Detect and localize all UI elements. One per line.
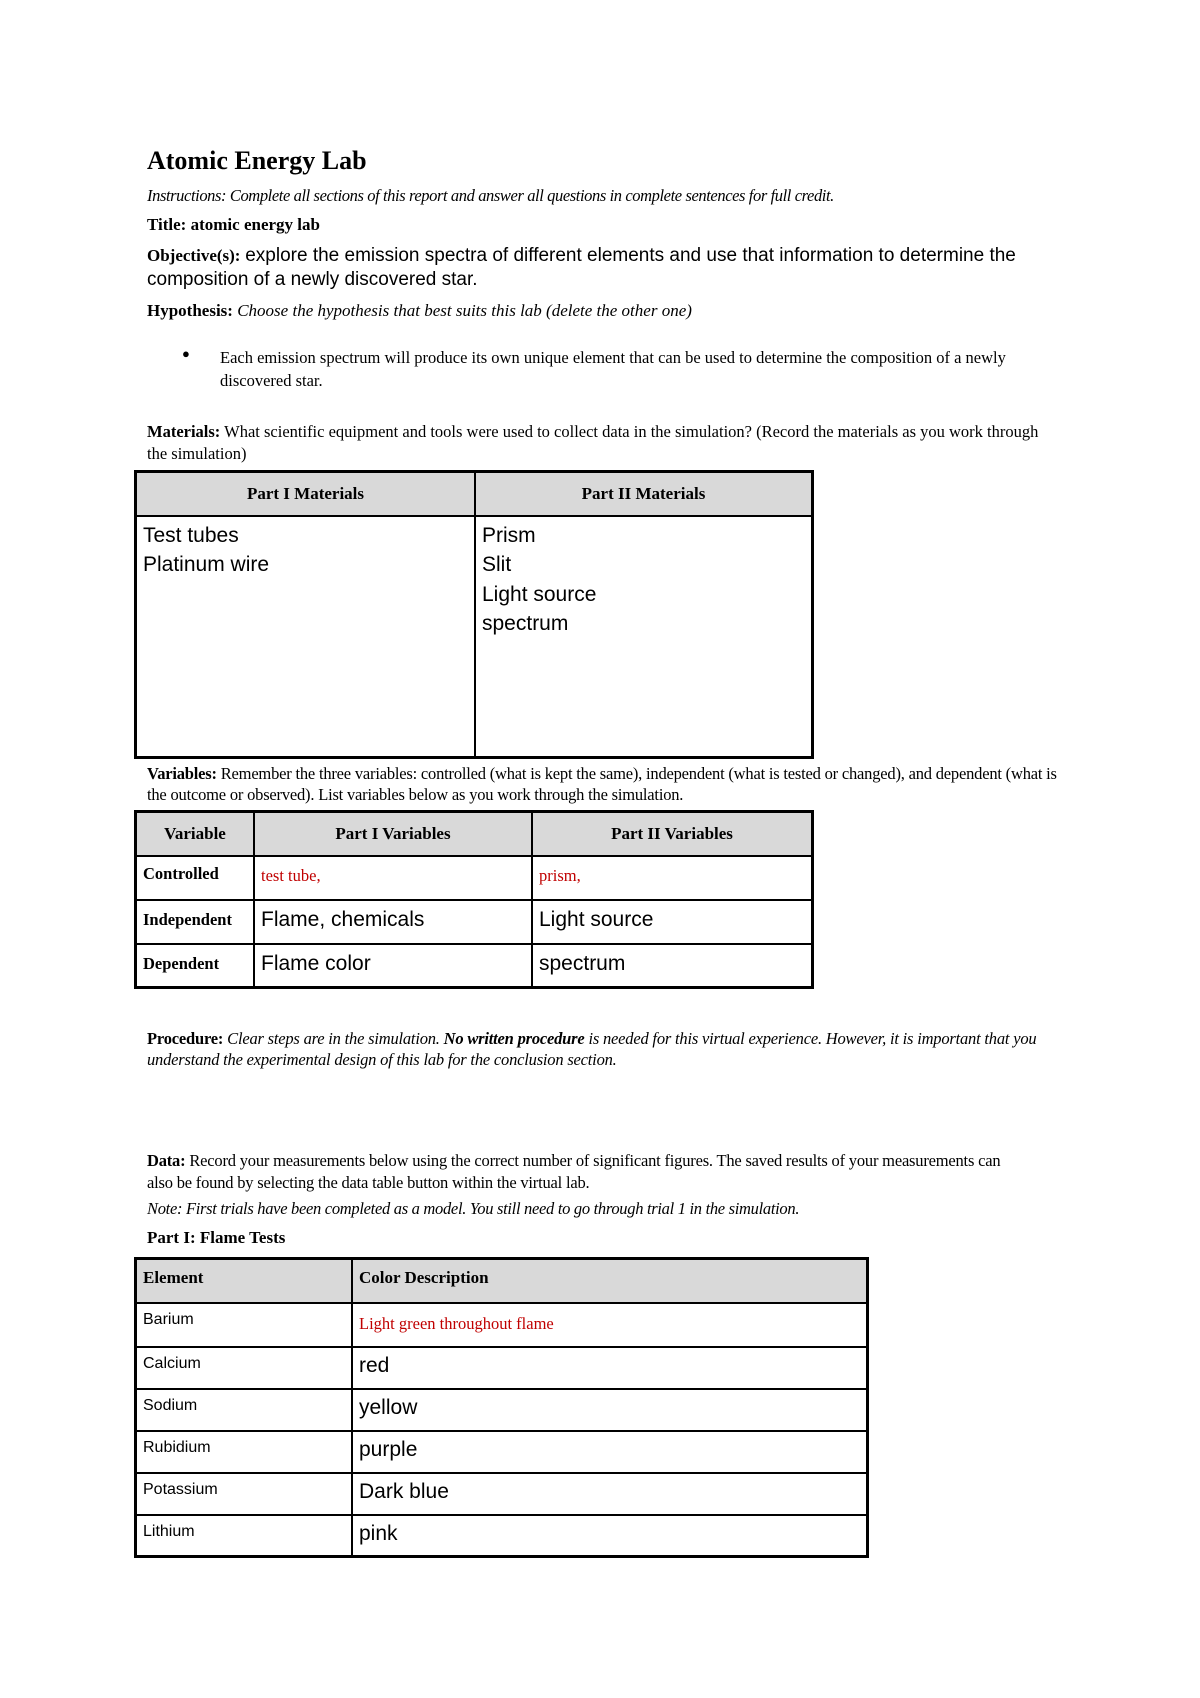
flame-color: purple	[352, 1431, 868, 1473]
procedure-bold: No written procedure	[443, 1029, 585, 1048]
variables-header-part1: Part I Variables	[254, 812, 532, 856]
data-text: Record your measurements below using the correct number of significant figures. The saved results of your measurements can also be found by selecting the data table button within the virtual lab.	[147, 1151, 1001, 1192]
procedure-text2: is needed for this virtual experience. However, it is important that you understand the experimental design of this lab for the conclusion section.	[147, 1029, 1037, 1069]
lab-title-value: atomic energy lab	[190, 215, 320, 234]
variables-header-variable: Variable	[136, 812, 255, 856]
materials-text: What scientific equipment and tools were used to collect data in the simulation? (Record the materials as you work through the simulation)	[147, 422, 1039, 463]
variable-part1: test tube,	[254, 856, 532, 900]
bullet-icon: ●	[182, 346, 190, 361]
variables-table	[134, 810, 814, 989]
data-note: Note: First trials have been completed as a model. You still need to go through trial 1 in the simulation.	[147, 1199, 800, 1218]
variable-part1: Flame, chemicals	[254, 900, 532, 944]
hypothesis	[147, 301, 692, 321]
flame-header-color: Color Description	[352, 1259, 868, 1303]
hypothesis-bullet: Each emission spectrum will produce its own unique element that can be used to determine the composition of a newly discovered star.	[220, 348, 1006, 390]
materials-header-part2: Part II Materials	[475, 472, 813, 516]
objective-label: Objective(s):	[147, 246, 241, 265]
variable-name: Independent	[136, 900, 255, 944]
material-item: spectrum	[482, 612, 569, 635]
flame-element: Lithium	[136, 1515, 353, 1557]
variables-label: Variables:	[147, 764, 217, 783]
materials-table	[134, 470, 814, 759]
variable-part2: spectrum	[532, 944, 813, 988]
hypothesis-label: Hypothesis:	[147, 301, 233, 320]
lab-title-line	[147, 215, 320, 235]
flame-color: Light green throughout flame	[352, 1303, 868, 1347]
variables-text: Remember the three variables: controlled (what is kept the same), independent (what is tested or changed), and dependent (what is the outcome or observed). List variables below as you work through the simulation.	[147, 764, 1057, 804]
flame-color: red	[352, 1347, 868, 1389]
data-section	[147, 1150, 1007, 1194]
variable-name: Dependent	[136, 944, 255, 988]
material-item: Platinum wire	[143, 553, 270, 576]
material-item: Prism	[482, 523, 536, 547]
variable-part1: Flame color	[254, 944, 532, 988]
materials-label: Materials:	[147, 422, 221, 441]
data-label: Data:	[147, 1151, 186, 1170]
flame-element: Calcium	[136, 1347, 353, 1389]
flame-color: pink	[352, 1515, 868, 1557]
flame-element: Barium	[136, 1303, 353, 1347]
material-item: Light source	[482, 582, 597, 606]
procedure	[147, 1028, 1047, 1070]
hypothesis-prompt: Choose the hypothesis that best suits this lab (delete the other one)	[237, 301, 692, 320]
flame-header-element: Element	[136, 1259, 353, 1303]
variable-part2: prism,	[532, 856, 813, 900]
material-item: Test tubes	[143, 523, 239, 547]
procedure-label: Procedure:	[147, 1029, 224, 1048]
variables-header-part2: Part II Variables	[532, 812, 813, 856]
lab-title-label: Title:	[147, 215, 187, 234]
procedure-text1: Clear steps are in the simulation.	[227, 1029, 440, 1048]
flame-color: yellow	[352, 1389, 868, 1431]
materials-header-part1: Part I Materials	[136, 472, 476, 516]
instructions: Instructions: Complete all sections of this report and answer all questions in complete sentences for full credit.	[147, 186, 834, 205]
materials-prompt	[147, 421, 1057, 465]
materials-part2-cell	[475, 516, 813, 758]
flame-element: Sodium	[136, 1389, 353, 1431]
flame-test-table	[134, 1257, 869, 1558]
flame-element: Rubidium	[136, 1431, 353, 1473]
part1-title: Part I: Flame Tests	[147, 1228, 286, 1247]
variables-prompt	[147, 763, 1072, 805]
variable-part2: Light source	[532, 900, 813, 944]
variable-name: Controlled	[136, 856, 255, 900]
materials-part1-cell	[136, 516, 476, 758]
flame-color: Dark blue	[352, 1473, 868, 1515]
flame-element: Potassium	[136, 1473, 353, 1515]
page-title: Atomic Energy Lab	[147, 146, 367, 175]
material-item: Slit	[482, 553, 512, 576]
objective-value: explore the emission spectra of different elements and use that information to determine the composition of a newly discovered star.	[147, 245, 1016, 290]
objective	[147, 244, 1067, 292]
